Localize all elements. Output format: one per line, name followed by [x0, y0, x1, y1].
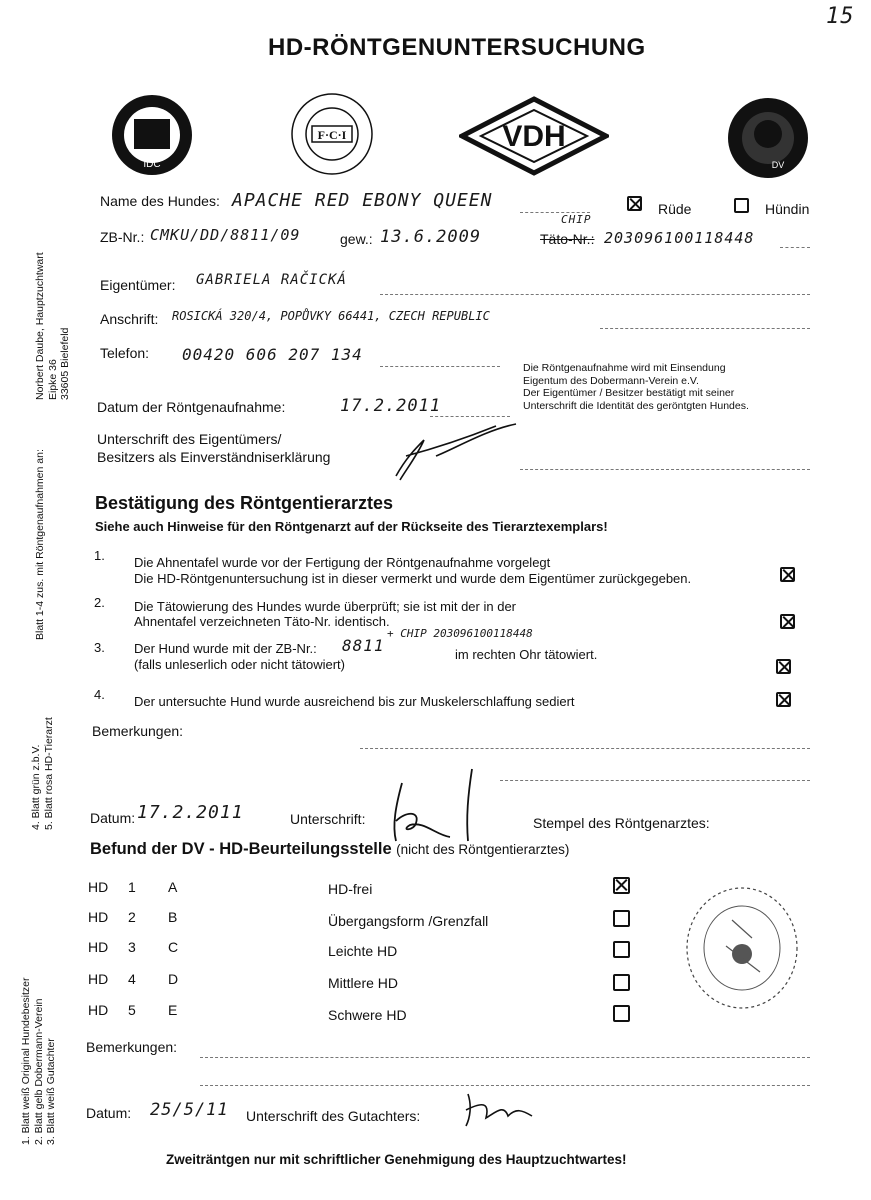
- hd-row-3-desc: Leichte HD: [328, 943, 398, 959]
- idc-logo: [110, 93, 195, 178]
- hd-row-1-hd: HD: [88, 879, 109, 895]
- vdh-logo: [459, 96, 609, 176]
- item-3-line1: Der Hund wurde mit der ZB-Nr.:: [134, 641, 317, 656]
- item-2-num: 2.: [94, 595, 105, 610]
- hd-row-5-checkbox[interactable]: [613, 1005, 630, 1022]
- vdh-logo-text: VDH: [502, 120, 566, 153]
- sidebar-address-line-2: Eipke 36: [46, 359, 59, 400]
- result-heading-line: [90, 840, 569, 859]
- female-label: Hündin: [765, 201, 810, 217]
- hd-row-3-num: 3: [128, 939, 136, 955]
- result-remarks-label: Bemerkungen:: [86, 1039, 178, 1055]
- hd-row-4-hd: HD: [88, 971, 109, 987]
- zb-label: ZB-Nr.:: [100, 229, 145, 245]
- male-checkbox[interactable]: [627, 196, 642, 211]
- sidebar-copy-2: 2. Blatt gelb Dobermann-Verein: [32, 998, 45, 1145]
- hd-row-3-checkbox[interactable]: [613, 941, 630, 958]
- notice-line-2: Eigentum des Dobermann-Verein e.V.: [523, 374, 699, 387]
- item-3-zb-value: 8811: [342, 636, 385, 655]
- hd-row-4-checkbox[interactable]: [613, 974, 630, 991]
- vet-date-label: Datum:: [90, 810, 136, 826]
- sidebar-copy-4: 4. Blatt grün z.b.V.: [30, 744, 42, 830]
- item-1-checkbox[interactable]: [780, 567, 795, 582]
- item-1-num: 1.: [94, 548, 105, 563]
- hd-row-2-hd: HD: [88, 909, 109, 925]
- hd-row-2-letter: B: [168, 909, 178, 925]
- hd-row-5-desc: Schwere HD: [328, 1007, 407, 1023]
- footer-note: Zweiträntgen nur mit schriftlicher Genehmigung des Hauptzuchtwartes!: [166, 1152, 627, 1167]
- phone-value: 00420 606 207 134: [182, 345, 363, 364]
- idc-logo-text: IDC: [143, 159, 161, 170]
- item-4-num: 4.: [94, 687, 105, 702]
- item-2-checkbox[interactable]: [780, 614, 795, 629]
- vet-signature: [380, 765, 490, 845]
- item-1-line2: Die HD-Röntgenuntersuchung ist in dieser vermerkt und wurde dem Eigentümer zurückgegeben.: [134, 571, 692, 586]
- born-label: gew.:: [340, 231, 373, 247]
- xray-date-label: Datum der Röntgenaufnahme:: [97, 399, 286, 415]
- result-signature-label: Unterschrift des Gutachters:: [246, 1108, 421, 1124]
- hd-row-1-checkbox[interactable]: [613, 877, 630, 894]
- item-2-line1: Die Tätowierung des Hundes wurde überprüft; sie ist mit der in der: [134, 599, 517, 614]
- phone-label: Telefon:: [100, 345, 150, 361]
- hd-row-3-hd: HD: [88, 939, 109, 955]
- vet-subheading: Siehe auch Hinweise für den Röntgenarzt auf der Rückseite des Tierarztexemplars!: [95, 519, 608, 534]
- page-title: HD-RÖNTGENUNTERSUCHUNG: [268, 34, 646, 61]
- stamp-label: Stempel des Röntgenarztes:: [533, 815, 710, 831]
- hd-row-1-num: 1: [128, 879, 136, 895]
- owner-value: GABRIELA RAČICKÁ: [196, 272, 347, 288]
- item-4-line1: Der untersuchte Hund wurde ausreichend bis zur Muskelerschlaffung sediert: [134, 694, 575, 709]
- page-number: 15: [826, 4, 855, 29]
- hd-row-1-letter: A: [168, 879, 178, 895]
- hd-row-4-letter: D: [168, 971, 179, 987]
- result-date-label: Datum:: [86, 1105, 132, 1121]
- assessor-signature: [460, 1082, 540, 1130]
- item-3-checkbox[interactable]: [776, 659, 791, 674]
- vet-date-value: 17.2.2011: [137, 802, 244, 823]
- born-value: 13.6.2009: [380, 227, 482, 247]
- fci-logo-text: F·C·I: [317, 128, 347, 142]
- item-3-num: 3.: [94, 640, 105, 655]
- result-heading-note: (nicht des Röntgentierarztes): [396, 842, 570, 857]
- item-3-line2: (falls unleserlich oder nicht tätowiert): [134, 657, 345, 672]
- notice-line-4: Unterschrift die Identität des geröntgten Hundes.: [523, 399, 749, 412]
- xray-date-value: 17.2.2011: [340, 396, 442, 416]
- result-heading: Befund der DV - HD-Beurteilungsstelle: [90, 840, 392, 858]
- hd-row-1-desc: HD-frei: [328, 881, 373, 897]
- sidebar-copy-5: 5. Blatt rosa HD-Tierarzt: [42, 717, 55, 830]
- owner-signature: [376, 418, 526, 490]
- vet-remarks-label: Bemerkungen:: [92, 723, 184, 739]
- result-date-value: 25/5/11: [150, 1100, 229, 1120]
- item-4-checkbox[interactable]: [776, 692, 791, 707]
- hd-row-5-letter: E: [168, 1002, 178, 1018]
- owner-sign-label-1: Unterschrift des Eigentümers/: [97, 431, 282, 447]
- notice-line-3: Der Eigentümer / Besitzer bestätigt mit seiner: [523, 387, 735, 399]
- sidebar-sheets: Blatt 1-4 zus. mit Röntgenaufnahmen an:: [34, 449, 46, 640]
- item-2-line2: Ahnentafel verzeichneten Täto-Nr. identisch.: [134, 614, 390, 629]
- sidebar-copy-3: 3. Blatt weiß Gutachter: [45, 1038, 57, 1145]
- hd-row-4-desc: Mittlere HD: [328, 975, 399, 991]
- address-label: Anschrift:: [100, 311, 159, 327]
- male-label: Rüde: [658, 201, 692, 217]
- hd-row-3-letter: C: [168, 939, 179, 955]
- sidebar-copies-bottom: [20, 978, 58, 1146]
- owner-label: Eigentümer:: [100, 277, 176, 293]
- fci-logo: [290, 92, 375, 177]
- sidebar-copies-top: [30, 717, 55, 830]
- tatoo-label: Täto-Nr.:: [540, 231, 595, 247]
- hd-row-4-num: 4: [128, 971, 136, 987]
- vet-heading: Bestätigung des Röntgentierarztes: [95, 493, 394, 513]
- item-1-line1: Die Ahnentafel wurde vor der Fertigung der Röntgenaufnahme vorgelegt: [134, 555, 551, 570]
- chip-note: CHIP: [561, 213, 592, 226]
- female-checkbox[interactable]: [734, 198, 749, 213]
- item-3-chip-value: + CHIP 203096100118448: [387, 627, 533, 640]
- dv-assessment-stamp: [680, 880, 805, 1015]
- notice-line-1: Die Röntgenaufnahme wird mit Einsendung: [523, 362, 726, 374]
- hd-row-5-hd: HD: [88, 1002, 109, 1018]
- sidebar-copy-1: 1. Blatt weiß Original Hundebesitzer: [20, 977, 32, 1145]
- sidebar-address: [34, 252, 72, 400]
- hd-row-2-checkbox[interactable]: [613, 910, 630, 927]
- hd-row-2-num: 2: [128, 909, 136, 925]
- owner-sign-label-2: Besitzers als Einverständniserklärung: [97, 449, 331, 465]
- dog-name-value: APACHE RED EBONY QUEEN: [232, 190, 493, 211]
- item-3-line1b: im rechten Ohr tätowiert.: [455, 647, 598, 662]
- chip-value: 203096100118448: [604, 229, 755, 247]
- hd-row-2-desc: Übergangsform /Grenzfall: [328, 913, 489, 929]
- zb-value: CMKU/DD/8811/09: [150, 226, 301, 244]
- sidebar-address-line-3: 33605 Bielefeld: [59, 327, 71, 400]
- dv-logo: [726, 96, 810, 180]
- ownership-notice: [523, 362, 749, 412]
- hd-row-5-num: 5: [128, 1002, 136, 1018]
- dog-name-label: Name des Hundes:: [100, 193, 220, 209]
- sidebar-address-line-1: Norbert Daube, Hauptzuchtwart: [34, 252, 46, 400]
- vet-signature-label: Unterschrift:: [290, 811, 366, 827]
- dv-logo-text: DV: [771, 160, 785, 170]
- address-value: ROSICKÁ 320/4, POPŮVKY 66441, CZECH REPUBLIC: [172, 309, 490, 323]
